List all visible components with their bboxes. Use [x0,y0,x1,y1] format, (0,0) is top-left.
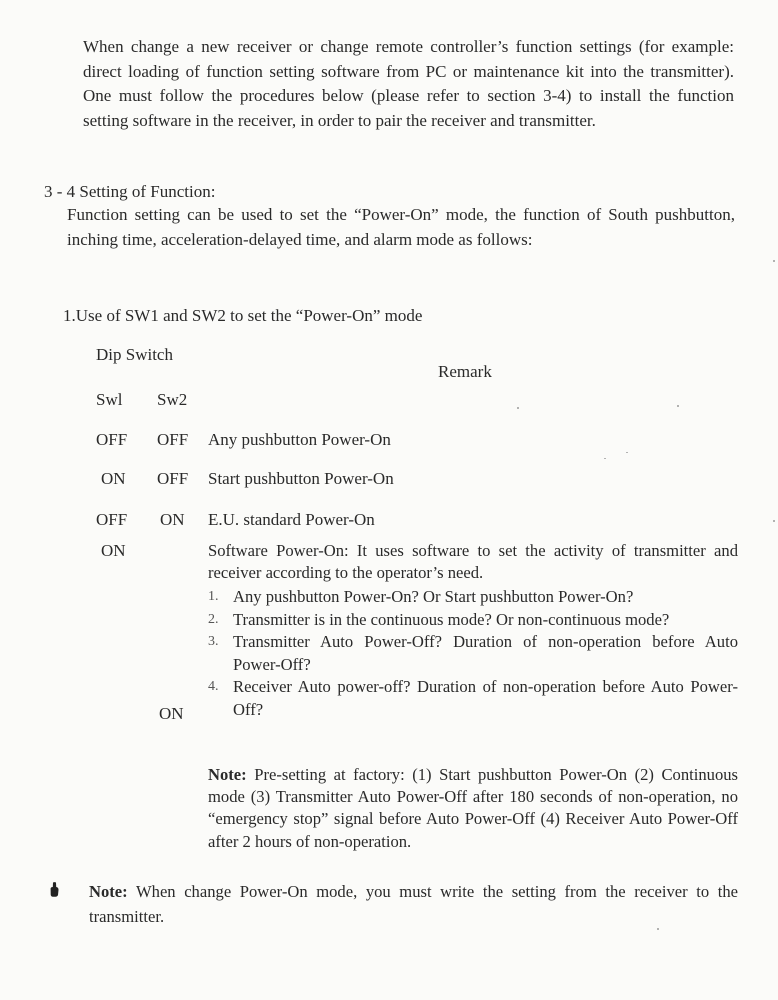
row3-remark: E.U. standard Power-On [208,510,375,529]
list-item: 3. Transmitter Auto Power-Off? Duration of non-operation before Auto Power-Off? [208,632,738,674]
software-options-list [208,586,738,722]
subsection-title: 1.Use of SW1 and SW2 to set the “Power-On” mode [63,306,423,325]
row2-sw1: ON [101,469,126,488]
section-description: Function setting can be used to set the “Power-On” mode, the function of South pushbutton, inching time, acceleration-delayed time, and alarm mode as follows: [67,205,735,249]
factory-presetting-note: Note: Pre-setting at factory: (1) Start pushbutton Power-On (2) Continuous mode (3) Transmitter Auto Power-Off after 180 seconds of non-operation, no “emergency stop” signal before Auto Power-Off (4) Receiver Auto Power-Off after 2 hours of non-operation. [208,765,738,851]
scan-speck [604,458,606,459]
row3-sw2: ON [160,510,185,529]
intro-paragraph: When change a new receiver or change remote controller’s function settings (for example: direct loading of function setting software from PC or maintenance kit into the transmitter). One must follow the procedures below (please refer to section 3-4) to install the function setting software in the receiver, in order to pair the receiver and transmitter. [83,37,734,130]
row2-remark: Start pushbutton Power-On [208,469,394,488]
row1-sw2: OFF [157,430,189,449]
list-item: 4. Receiver Auto power-off? Duration of non-operation before Auto Power-Off? [208,677,738,719]
scan-speck [677,405,679,407]
section-heading: 3 - 4 Setting of Function: [44,182,216,201]
scan-speck [517,407,519,409]
note-label: Note: [208,765,247,784]
bottom-note-label: Note: [89,882,128,901]
hand-pointer-icon [50,882,59,897]
scan-speck [773,520,775,522]
list-item: 1. Any pushbutton Power-On? Or Start pushbutton Power-On? [208,587,634,606]
remark-header: Remark [438,362,492,381]
row1-sw1: OFF [96,430,128,449]
row3-sw1: OFF [96,510,128,529]
scan-speck [657,928,659,930]
row4-sw1: ON [101,541,126,560]
software-poweron-intro: Software Power-On: It uses software to set the activity of transmitter and receiver according to the operator’s need. [208,541,738,583]
bottom-note: Note: When change Power-On mode, you must write the setting from the receiver to the transmitter. [89,882,738,926]
list-item: 2. Transmitter is in the continuous mode? Or non-continuous mode? [208,609,670,629]
dip-switch-header: Dip Switch [96,345,173,364]
row2-sw2: OFF [157,469,189,488]
row1-remark: Any pushbutton Power-On [208,430,391,449]
sw1-header: Swl [96,390,123,409]
row4-sw2: ON [159,704,184,723]
sw2-header: Sw2 [157,390,188,409]
scan-speck [626,452,628,453]
scan-speck [773,260,775,262]
